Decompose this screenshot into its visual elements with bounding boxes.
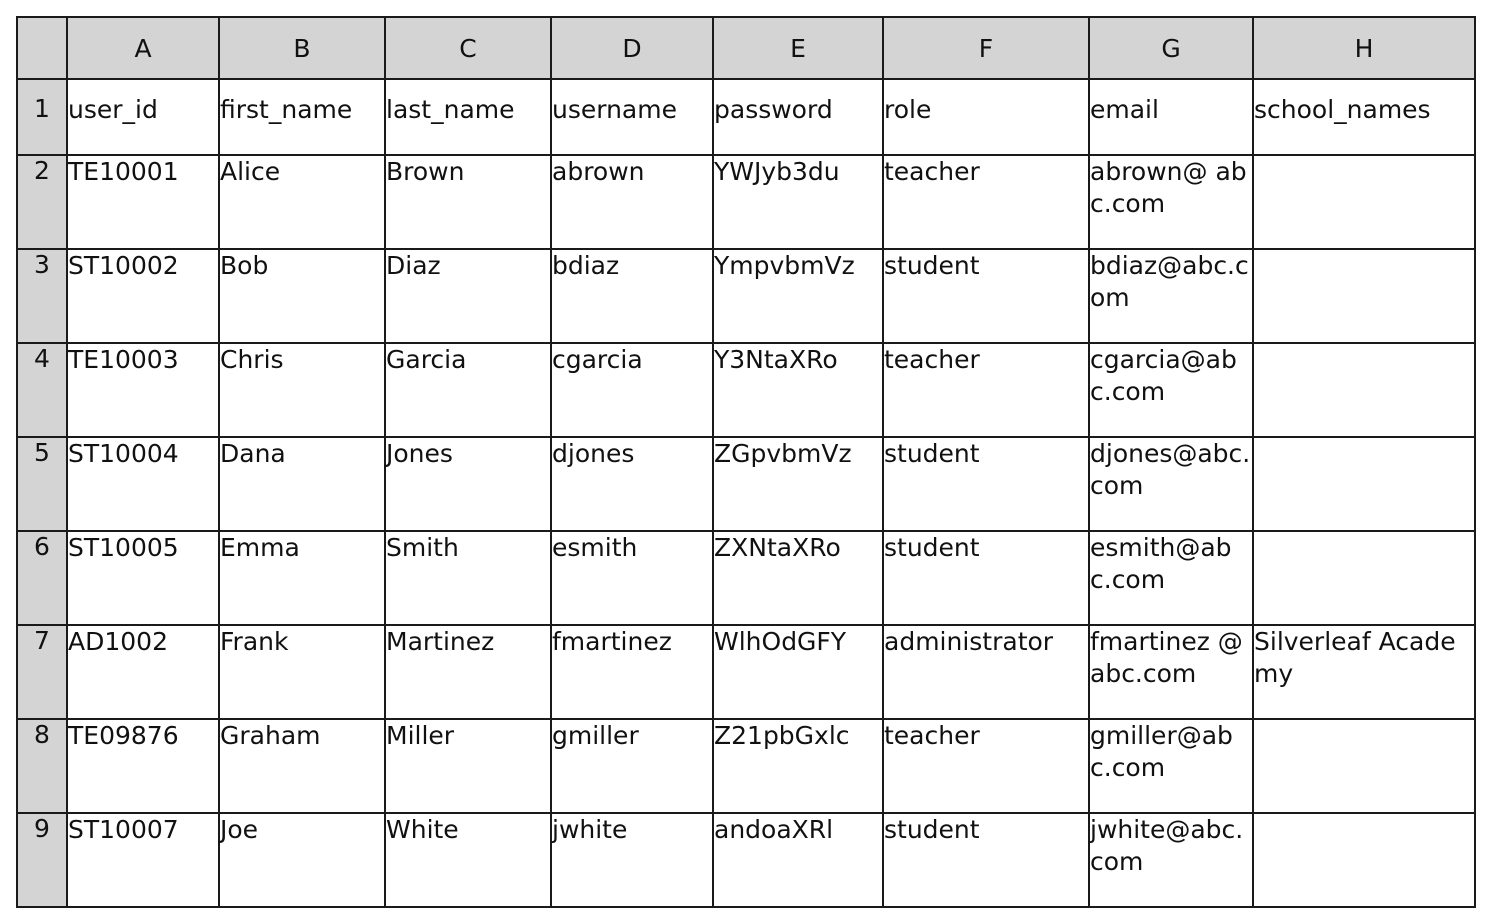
cell[interactable]: school_names	[1253, 79, 1475, 155]
column-header-h[interactable]: H	[1253, 17, 1475, 79]
cell[interactable]: abrown	[551, 155, 713, 249]
cell[interactable]: cgarcia	[551, 343, 713, 437]
column-header-f[interactable]: F	[883, 17, 1089, 79]
column-header-c[interactable]: C	[385, 17, 551, 79]
cell[interactable]: student	[883, 813, 1089, 907]
cell[interactable]: fmartinez	[551, 625, 713, 719]
table-row	[17, 625, 1475, 719]
cell[interactable]: Dana	[219, 437, 385, 531]
table-row	[17, 437, 1475, 531]
cell[interactable]	[1253, 531, 1475, 625]
cell[interactable]: Graham	[219, 719, 385, 813]
cell[interactable]: ST10007	[67, 813, 219, 907]
cell[interactable]: Chris	[219, 343, 385, 437]
row-header[interactable]: 4	[17, 343, 67, 437]
cell[interactable]: cgarcia@abc.com	[1089, 343, 1253, 437]
cell[interactable]	[1253, 343, 1475, 437]
row-header[interactable]: 7	[17, 625, 67, 719]
cell[interactable]: Garcia	[385, 343, 551, 437]
cell[interactable]	[1253, 813, 1475, 907]
cell[interactable]	[1253, 719, 1475, 813]
cell[interactable]: abrown@ abc.com	[1089, 155, 1253, 249]
cell[interactable]	[1253, 249, 1475, 343]
cell[interactable]: Martinez	[385, 625, 551, 719]
cell[interactable]: email	[1089, 79, 1253, 155]
cell[interactable]	[1253, 437, 1475, 531]
cell[interactable]: TE10003	[67, 343, 219, 437]
cell[interactable]: TE10001	[67, 155, 219, 249]
cell[interactable]: Z21pbGxlc	[713, 719, 883, 813]
row-header[interactable]: 2	[17, 155, 67, 249]
cell[interactable]: andoaXRl	[713, 813, 883, 907]
cell[interactable]: teacher	[883, 719, 1089, 813]
cell[interactable]: first_name	[219, 79, 385, 155]
table-row	[17, 155, 1475, 249]
cell[interactable]: ST10004	[67, 437, 219, 531]
cell[interactable]: Diaz	[385, 249, 551, 343]
table-row	[17, 79, 1475, 155]
column-header-b[interactable]: B	[219, 17, 385, 79]
cell[interactable]: role	[883, 79, 1089, 155]
cell[interactable]: gmiller@abc.com	[1089, 719, 1253, 813]
cell[interactable]: ST10005	[67, 531, 219, 625]
cell[interactable]: ST10002	[67, 249, 219, 343]
row-header[interactable]: 8	[17, 719, 67, 813]
table-row	[17, 813, 1475, 907]
cell[interactable]: Bob	[219, 249, 385, 343]
cell[interactable]: TE09876	[67, 719, 219, 813]
column-header-e[interactable]: E	[713, 17, 883, 79]
row-header[interactable]: 1	[17, 79, 67, 155]
row-header[interactable]: 5	[17, 437, 67, 531]
cell[interactable]: jwhite	[551, 813, 713, 907]
cell[interactable]: user_id	[67, 79, 219, 155]
cell[interactable]: administrator	[883, 625, 1089, 719]
cell[interactable]: teacher	[883, 343, 1089, 437]
cell[interactable]: Miller	[385, 719, 551, 813]
cell[interactable]: Joe	[219, 813, 385, 907]
cell[interactable]: teacher	[883, 155, 1089, 249]
cell[interactable]: YmpvbmVz	[713, 249, 883, 343]
cell[interactable]: password	[713, 79, 883, 155]
select-all-corner[interactable]	[17, 17, 67, 79]
spreadsheet-grid	[16, 16, 1476, 908]
column-header-g[interactable]: G	[1089, 17, 1253, 79]
cell[interactable]: last_name	[385, 79, 551, 155]
cell[interactable]: WlhOdGFY	[713, 625, 883, 719]
cell[interactable]: djones@abc.com	[1089, 437, 1253, 531]
column-header-a[interactable]: A	[67, 17, 219, 79]
row-header[interactable]: 6	[17, 531, 67, 625]
cell[interactable]: Jones	[385, 437, 551, 531]
cell[interactable]: djones	[551, 437, 713, 531]
cell[interactable]: Frank	[219, 625, 385, 719]
cell[interactable]: Smith	[385, 531, 551, 625]
cell[interactable]: AD1002	[67, 625, 219, 719]
row-header[interactable]: 3	[17, 249, 67, 343]
cell[interactable]: ZXNtaXRo	[713, 531, 883, 625]
column-header-row	[17, 17, 1475, 79]
cell[interactable]: student	[883, 437, 1089, 531]
cell[interactable]: gmiller	[551, 719, 713, 813]
cell[interactable]	[1253, 155, 1475, 249]
row-header[interactable]: 9	[17, 813, 67, 907]
cell[interactable]: esmith@abc.com	[1089, 531, 1253, 625]
cell[interactable]: Alice	[219, 155, 385, 249]
cell[interactable]: fmartinez @abc.com	[1089, 625, 1253, 719]
cell[interactable]: bdiaz	[551, 249, 713, 343]
table-row	[17, 249, 1475, 343]
cell[interactable]: jwhite@abc.com	[1089, 813, 1253, 907]
cell[interactable]: esmith	[551, 531, 713, 625]
cell[interactable]: Emma	[219, 531, 385, 625]
cell[interactable]: Brown	[385, 155, 551, 249]
table-row	[17, 719, 1475, 813]
cell[interactable]: White	[385, 813, 551, 907]
table-row	[17, 343, 1475, 437]
cell[interactable]: bdiaz@abc.com	[1089, 249, 1253, 343]
cell[interactable]: YWJyb3du	[713, 155, 883, 249]
cell[interactable]: Y3NtaXRo	[713, 343, 883, 437]
cell[interactable]: username	[551, 79, 713, 155]
column-header-d[interactable]: D	[551, 17, 713, 79]
cell[interactable]: student	[883, 249, 1089, 343]
cell[interactable]: Silverleaf Academy	[1253, 625, 1475, 719]
cell[interactable]: student	[883, 531, 1089, 625]
cell[interactable]: ZGpvbmVz	[713, 437, 883, 531]
table-row	[17, 531, 1475, 625]
